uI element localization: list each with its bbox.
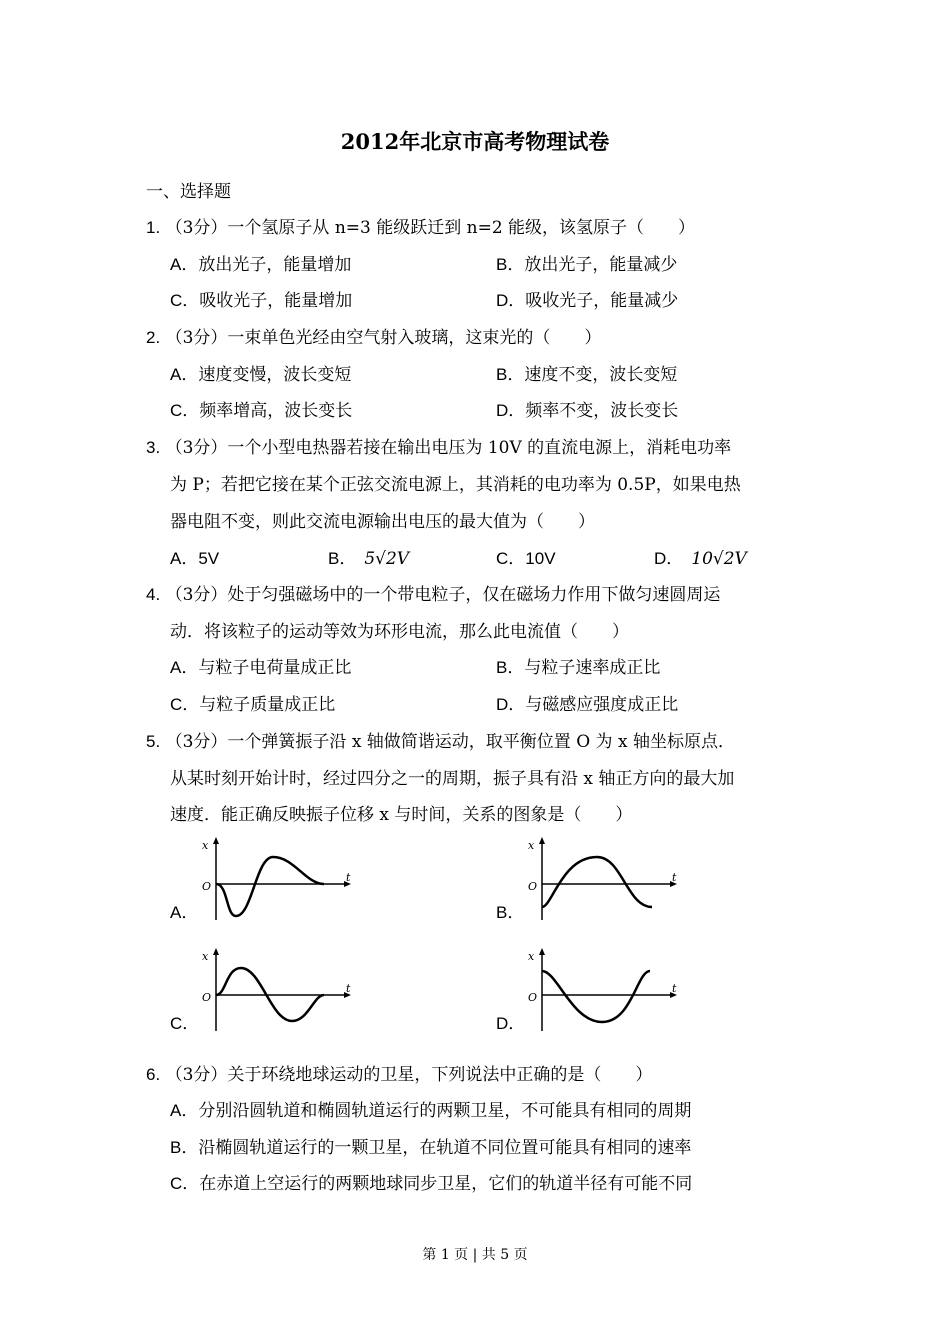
question-5 — [146, 731, 735, 753]
option-text: 与磁感应强度成正比 — [525, 695, 679, 715]
graph-option-d — [522, 946, 682, 1036]
question-stem: （3分）一个氢原子从 n=3 能级跃迁到 n=2 能级，该氢原子（ ） — [165, 218, 696, 238]
option-a — [170, 1100, 691, 1122]
option-letter: B． — [496, 365, 525, 384]
option-a — [170, 548, 219, 570]
option-b — [496, 364, 677, 386]
question-stem: （3分）一个小型电热器若接在输出电压为 10V 的直流电源上，消耗电功率 — [165, 438, 732, 458]
question-number: 6. — [146, 1065, 161, 1084]
origin-label: O — [528, 991, 538, 1004]
question-number: 1. — [146, 218, 161, 237]
option-letter: A． — [170, 255, 199, 274]
option-c-label — [170, 1013, 199, 1035]
option-letter: D． — [496, 1014, 526, 1033]
option-text: 放出光子，能量增加 — [198, 255, 352, 275]
question-stem-line: 动．将该粒子的运动等效为环形电流，那么此电流值（ ） — [170, 622, 629, 642]
graph-option-a — [196, 835, 356, 925]
option-a — [170, 364, 351, 386]
option-letter: B． — [496, 903, 525, 922]
option-c — [170, 694, 335, 716]
option-d — [496, 290, 678, 312]
option-c — [170, 400, 352, 422]
axis-label-x: x — [202, 950, 209, 963]
question-stem-line: 为 P；若把它接在某个正弦交流电源上，其消耗的电功率为 0.5P，如果电热 — [170, 475, 741, 495]
axis-label-x: x — [528, 950, 535, 963]
option-a — [170, 254, 351, 276]
question-stem: （3分）关于环绕地球运动的卫星，下列说法中正确的是（ ） — [165, 1065, 653, 1085]
question-1 — [146, 217, 695, 239]
option-letter: C． — [496, 549, 526, 568]
option-letter: D． — [496, 291, 526, 310]
option-text: 速度变慢，波长变短 — [198, 365, 352, 385]
option-text: 频率增高，波长变长 — [199, 401, 353, 421]
option-text: 吸收光子，能量减少 — [525, 291, 679, 311]
option-a — [170, 657, 351, 679]
question-4 — [146, 584, 720, 606]
option-letter: B． — [328, 549, 357, 568]
option-letter: B． — [170, 1138, 199, 1157]
option-letter: A． — [170, 549, 199, 568]
question-number: 3. — [146, 438, 161, 457]
origin-label: O — [528, 880, 538, 893]
option-text: 10V — [525, 549, 556, 568]
axis-label-t: t — [346, 871, 351, 884]
option-b-label — [496, 902, 524, 924]
option-b — [170, 1137, 691, 1159]
option-text: 吸收光子，能量增加 — [199, 291, 353, 311]
question-number: 5. — [146, 732, 161, 751]
option-letter: A． — [170, 658, 199, 677]
option-text: 与粒子质量成正比 — [199, 695, 336, 715]
option-text: 沿椭圆轨道运行的一颗卫星，在轨道不同位置可能具有相同的速率 — [198, 1138, 692, 1158]
question-2 — [146, 327, 601, 349]
option-d-label — [496, 1013, 525, 1035]
option-letter: D． — [496, 401, 526, 420]
option-b — [328, 548, 409, 570]
option-c — [170, 290, 352, 312]
axis-label-t: t — [346, 982, 351, 995]
question-stem: （3分）一束单色光经由空气射入玻璃，这束光的（ ） — [165, 328, 602, 348]
graph-option-c — [196, 946, 356, 1036]
page-title: 2012年北京市高考物理试卷 — [340, 129, 610, 154]
option-letter: C． — [170, 291, 200, 310]
option-letter: C． — [170, 695, 200, 714]
question-number: 4. — [146, 585, 161, 604]
option-text: 速度不变，波长变短 — [524, 365, 678, 385]
question-6 — [146, 1064, 652, 1086]
option-b — [496, 254, 677, 276]
option-text: 频率不变，波长变长 — [525, 401, 679, 421]
option-text: 10√2V — [691, 549, 747, 569]
question-stem-line: 器电阻不变，则此交流电源输出电压的最大值为（ ） — [170, 512, 595, 532]
axis-label-x: x — [202, 839, 209, 852]
option-letter: D． — [496, 695, 526, 714]
page-footer: 第 1 页 | 共 5 页 — [422, 1247, 528, 1263]
option-letter: A． — [170, 903, 199, 922]
option-text: 在赤道上空运行的两颗地球同步卫星，它们的轨道半径有可能不同 — [199, 1174, 693, 1194]
option-letter: C． — [170, 1174, 200, 1193]
option-c — [170, 1173, 692, 1195]
option-text: 5V — [198, 549, 220, 568]
axis-label-x: x — [528, 839, 535, 852]
option-b — [496, 657, 660, 679]
option-letter: B． — [496, 658, 525, 677]
option-d — [496, 694, 678, 716]
axis-label-t: t — [672, 871, 677, 884]
origin-label: O — [202, 991, 212, 1004]
option-text: 分别沿圆轨道和椭圆轨道运行的两颗卫星，不可能具有相同的周期 — [198, 1101, 692, 1121]
question-3 — [146, 437, 731, 459]
option-text: 放出光子，能量减少 — [524, 255, 678, 275]
option-letter: B． — [496, 255, 525, 274]
option-letter: D． — [654, 549, 684, 568]
option-text: 与粒子电荷量成正比 — [198, 658, 352, 678]
section-heading: 一、选择题 — [146, 182, 231, 202]
option-letter: C． — [170, 1014, 200, 1033]
option-letter: C． — [170, 401, 200, 420]
question-stem: （3分）处于匀强磁场中的一个带电粒子，仅在磁场力作用下做匀速圆周运 — [165, 585, 721, 605]
option-a-label — [170, 902, 198, 924]
option-letter: A． — [170, 1101, 199, 1120]
option-text: 5√2V — [364, 549, 410, 569]
graph-option-b — [522, 835, 682, 925]
option-letter: A． — [170, 365, 199, 384]
option-c — [496, 548, 556, 570]
origin-label: O — [202, 880, 212, 893]
question-stem: （3分）一个弹簧振子沿 x 轴做简谐运动，取平衡位置 O 为 x 轴坐标原点． — [165, 732, 735, 752]
question-stem-line: 从某时刻开始计时，经过四分之一的周期，振子具有沿 x 轴正方向的最大加 — [170, 769, 735, 789]
question-number: 2. — [146, 328, 161, 347]
option-d — [654, 548, 747, 570]
question-stem-line: 速度．能正确反映振子位移 x 与时间，关系的图象是（ ） — [170, 805, 633, 825]
option-text: 与粒子速率成正比 — [524, 658, 661, 678]
option-d — [496, 400, 678, 422]
axis-label-t: t — [672, 982, 677, 995]
